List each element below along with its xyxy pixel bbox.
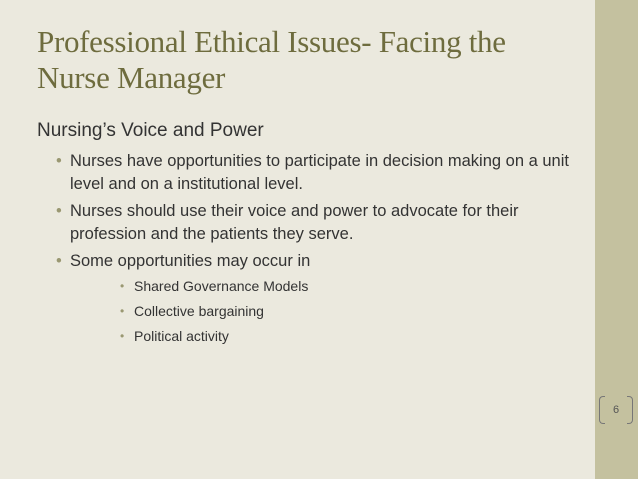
sub-bullet-text: Shared Governance Models: [134, 277, 309, 294]
slide-content: [37, 118, 582, 352]
slide-title: Professional Ethical Issues- Facing the Nurse Manager: [37, 24, 506, 95]
sub-bullet-item: [70, 277, 582, 296]
page-number-text: 6: [612, 404, 620, 416]
bullet-icon: •: [120, 278, 125, 293]
bullet-text: Some opportunities may occur in: [70, 252, 311, 270]
bullet-icon: •: [56, 252, 62, 270]
bullet-icon: •: [56, 202, 62, 220]
bullet-item: [37, 150, 582, 195]
sub-bullet-text: Collective bargaining: [134, 302, 264, 319]
section-heading: Nursing’s Voice and Power: [37, 120, 264, 141]
sub-bullet-item: [70, 302, 582, 321]
bullet-item: [37, 200, 582, 245]
bullet-item: [37, 250, 582, 346]
bullet-icon: •: [120, 303, 125, 318]
bullet-text: Nurses should use their voice and power to advocate for their profession and the patients they serve.: [70, 202, 519, 243]
sub-bullet-item: [70, 327, 582, 346]
sub-bullet-list: [70, 277, 582, 346]
page-number: [599, 396, 633, 424]
sub-bullet-text: Political activity: [134, 327, 229, 344]
bracket-left-icon: [599, 396, 605, 424]
bullet-list: [37, 150, 582, 346]
bracket-right-icon: [627, 396, 633, 424]
bullet-icon: •: [120, 328, 125, 343]
bullet-text: Nurses have opportunities to participate in decision making on a unit level and on a institutional level.: [70, 152, 569, 193]
bullet-icon: •: [56, 152, 62, 170]
